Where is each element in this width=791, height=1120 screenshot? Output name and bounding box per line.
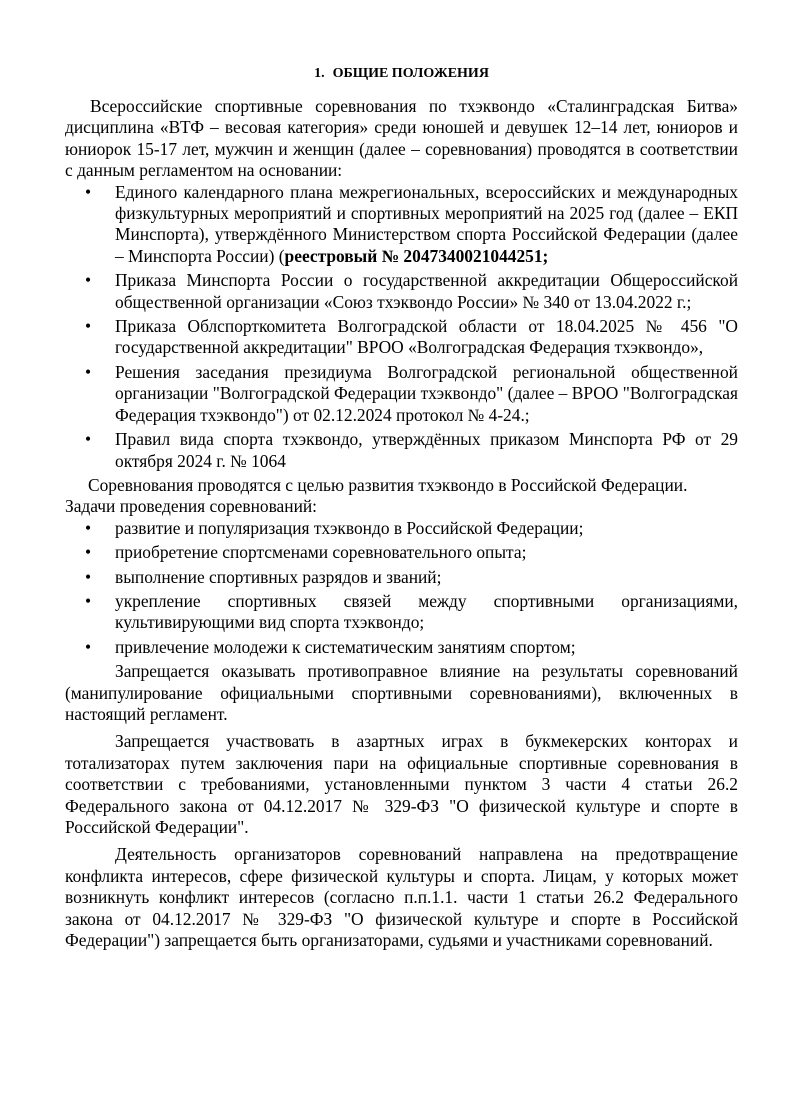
- bullet-icon: •: [85, 636, 92, 657]
- bullet-icon: •: [85, 542, 92, 563]
- intro-paragraph: Всероссийские спортивные соревнования по тхэквондо «Сталинградская Битва» дисциплина «ВТФ – весовая категория» среди юношей и девушек 12–14 лет, юниоров и юниорок 15-17 лет, мужчин и женщин (далее – соревнования) проводятся в соответствии с данным регламентом на основании:: [65, 96, 738, 181]
- list-item: [65, 567, 738, 588]
- task-text: приобретение спортсменами соревновательного опыта;: [115, 542, 527, 563]
- basis-list: [65, 182, 738, 472]
- section-title: ОБЩИЕ ПОЛОЖЕНИЯ: [332, 66, 489, 81]
- task-text: выполнение спортивных разрядов и званий;: [115, 566, 442, 587]
- manipulation-ban-paragraph: Запрещается оказывать противоправное влияние на результаты соревнований (манипулирование официальными спортивными соревнованиями), включенных в настоящий регламент.: [65, 661, 738, 724]
- list-item: [65, 362, 738, 426]
- section-heading: [65, 64, 738, 84]
- list-item: [65, 518, 738, 539]
- tasks-label: Задачи проведения соревнований:: [65, 496, 318, 517]
- list-item: [65, 182, 738, 268]
- basis-item-text: Решения заседания президиума Волгоградской региональной общественной организации "Волгоградской Федерации тхэквондо" (далее – ВРОО "Волгоградская Федерация тхэквондо") от 02.12.2024 протокол № 4-24.;: [115, 361, 738, 425]
- document-page: [65, 64, 738, 951]
- registry-number: реестровый № 2047340021044251;: [284, 245, 549, 266]
- bullet-icon: •: [85, 270, 92, 291]
- task-text: укрепление спортивных связей между спортивными организациями, культивирующими вид спорта тхэквондо;: [115, 590, 738, 633]
- list-item: [65, 316, 738, 359]
- bullet-icon: •: [85, 181, 92, 202]
- list-item: [65, 270, 738, 313]
- basis-item-text: Единого календарного плана межрегиональных, всероссийских и международных физкультурных мероприятий и спортивных мероприятий на 2025 год (далее – ЕКП Минспорта), утверждённого Министерством спорта Российской Федерации (далее – Минспорта России) (: [115, 181, 738, 266]
- bullet-icon: •: [85, 429, 92, 450]
- list-item: [65, 542, 738, 563]
- basis-item-text: Приказа Минспорта России о государственной аккредитации Общероссийской общественной организации «Союз тхэквондо России» № 340 от 13.04.2022 г.;: [115, 270, 738, 312]
- basis-item-text: Правил вида спорта тхэквондо, утверждённых приказом Минспорта РФ от 29 октября 2024 г. № 1064: [115, 429, 738, 471]
- list-item: [65, 637, 738, 658]
- bullet-icon: •: [85, 590, 92, 611]
- conflict-of-interest-paragraph: Деятельность организаторов соревнований направлена на предотвращение конфликта интересов, сфере физической культуры и спорта. Лицам, у которых может возникнуть конфликт интересов (согласно п.п.1.1. части 1 статьи 26.2 Федерального закона от 04.12.2017 № 329-ФЗ "О физической культуре и спорте в Российской Федерации") запрещается быть организаторами, судьями и участниками соревнований.: [65, 844, 738, 951]
- purpose-paragraph: Соревнования проводятся с целью развития тхэквондо в Российской Федерации.: [88, 474, 688, 495]
- section-number: 1.: [314, 66, 325, 81]
- bullet-icon: •: [85, 316, 92, 337]
- betting-ban-paragraph: Запрещается участвовать в азартных играх в букмекерских конторах и тотализаторах путем заключения пари на официальные спортивные соревнования в соответствии с требованиями, установленными пунктом 3 части 4 статьи 26.2 Федерального закона от 04.12.2017 № 329-ФЗ "О физической культуре и спорте в Российской Федерации".: [65, 731, 738, 837]
- bullet-icon: •: [85, 517, 92, 538]
- bullet-icon: •: [85, 566, 92, 587]
- task-text: привлечение молодежи к систематическим занятиям спортом;: [115, 636, 576, 657]
- bullet-icon: •: [85, 361, 92, 382]
- tasks-list: [65, 518, 738, 658]
- list-item: [65, 591, 738, 634]
- task-text: развитие и популяризация тхэквондо в Российской Федерации;: [115, 517, 584, 538]
- basis-item-text: Приказа Облспорткомитета Волгоградской области от 18.04.2025 № 456 "О государственной аккредитации" ВРОО «Волгоградская Федерация тхэквондо»,: [115, 316, 738, 358]
- list-item: [65, 429, 738, 472]
